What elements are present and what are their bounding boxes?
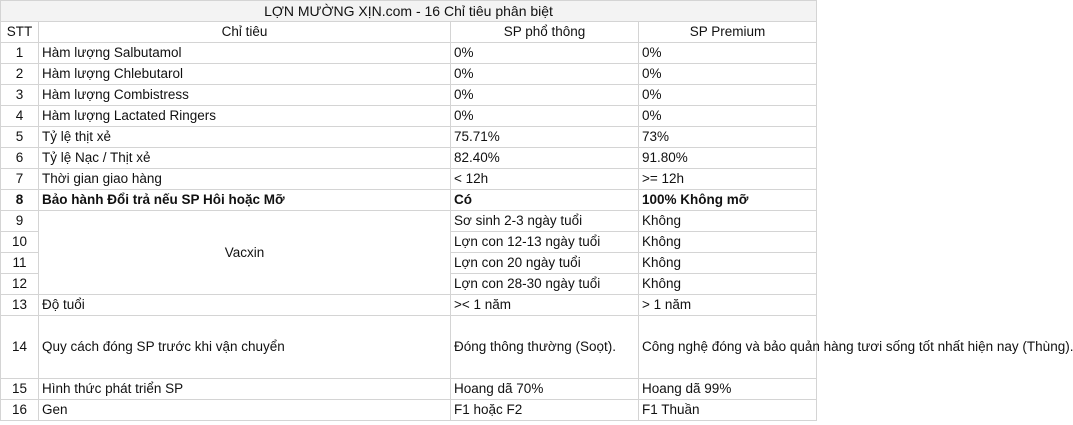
- table-row: [1, 169, 817, 190]
- header-stt[interactable]: STT: [1, 22, 39, 43]
- criterion-cell[interactable]: Tỷ lệ Nạc / Thịt xẻ: [39, 148, 451, 169]
- table-row: [1, 127, 817, 148]
- premium-cell[interactable]: Hoang dã 99%: [639, 379, 817, 400]
- criterion-cell[interactable]: Gen: [39, 400, 451, 421]
- standard-cell[interactable]: 0%: [451, 64, 639, 85]
- row-number[interactable]: 5: [1, 127, 39, 148]
- criterion-cell[interactable]: Hình thức phát triển SP: [39, 379, 451, 400]
- table-row: [1, 106, 817, 127]
- premium-cell[interactable]: Không: [639, 274, 817, 295]
- table-row: [1, 148, 817, 169]
- criterion-cell[interactable]: Hàm lượng Combistress: [39, 85, 451, 106]
- standard-cell[interactable]: Lợn con 28-30 ngày tuổi: [451, 274, 639, 295]
- row-number[interactable]: 7: [1, 169, 39, 190]
- criterion-cell[interactable]: Thời gian giao hàng: [39, 169, 451, 190]
- title-row: [1, 1, 817, 22]
- row-number[interactable]: 15: [1, 379, 39, 400]
- standard-cell[interactable]: Hoang dã 70%: [451, 379, 639, 400]
- table-row: [1, 211, 817, 232]
- row-number[interactable]: 4: [1, 106, 39, 127]
- table-row: [1, 64, 817, 85]
- premium-cell[interactable]: Không: [639, 232, 817, 253]
- header-criterion[interactable]: Chỉ tiêu: [39, 22, 451, 43]
- table-row: [1, 85, 817, 106]
- table-row: [1, 190, 817, 211]
- table-row: [1, 295, 817, 316]
- row-number[interactable]: 13: [1, 295, 39, 316]
- standard-cell[interactable]: 0%: [451, 85, 639, 106]
- row-number[interactable]: 6: [1, 148, 39, 169]
- row-number[interactable]: 8: [1, 190, 39, 211]
- premium-cell[interactable]: 0%: [639, 106, 817, 127]
- standard-cell[interactable]: >< 1 năm: [451, 295, 639, 316]
- criterion-cell[interactable]: Hàm lượng Chlebutarol: [39, 64, 451, 85]
- standard-cell[interactable]: Lợn con 20 ngày tuổi: [451, 253, 639, 274]
- criterion-cell[interactable]: Hàm lượng Lactated Ringers: [39, 106, 451, 127]
- row-number[interactable]: 10: [1, 232, 39, 253]
- sheet-title[interactable]: LỢN MƯỜNG XỊN.com - 16 Chỉ tiêu phân biệt: [1, 1, 817, 22]
- header-standard[interactable]: SP phổ thông: [451, 22, 639, 43]
- standard-cell[interactable]: Lợn con 12-13 ngày tuổi: [451, 232, 639, 253]
- standard-cell[interactable]: 0%: [451, 106, 639, 127]
- standard-cell[interactable]: Sơ sinh 2-3 ngày tuổi: [451, 211, 639, 232]
- premium-cell[interactable]: 73%: [639, 127, 817, 148]
- premium-cell[interactable]: > 1 năm: [639, 295, 817, 316]
- standard-cell[interactable]: 82.40%: [451, 148, 639, 169]
- row-number[interactable]: 9: [1, 211, 39, 232]
- standard-cell[interactable]: 0%: [451, 43, 639, 64]
- table-row: [1, 400, 817, 421]
- header-row: [1, 22, 817, 43]
- criterion-cell[interactable]: Quy cách đóng SP trước khi vận chuyển: [39, 316, 451, 379]
- standard-cell[interactable]: Đóng thông thường (Soọt).: [451, 316, 639, 379]
- criterion-cell[interactable]: Độ tuổi: [39, 295, 451, 316]
- premium-cell[interactable]: Không: [639, 211, 817, 232]
- criterion-cell[interactable]: Tỷ lệ thịt xẻ: [39, 127, 451, 148]
- premium-cell[interactable]: 91.80%: [639, 148, 817, 169]
- row-number[interactable]: 1: [1, 43, 39, 64]
- premium-cell[interactable]: >= 12h: [639, 169, 817, 190]
- premium-cell[interactable]: 0%: [639, 85, 817, 106]
- row-number[interactable]: 12: [1, 274, 39, 295]
- criterion-cell[interactable]: Bảo hành Đổi trả nếu SP Hôi hoặc Mỡ: [39, 190, 451, 211]
- header-premium[interactable]: SP Premium: [639, 22, 817, 43]
- standard-cell[interactable]: 75.71%: [451, 127, 639, 148]
- standard-cell[interactable]: < 12h: [451, 169, 639, 190]
- table-row: [1, 379, 817, 400]
- vaccine-criterion-cell[interactable]: Vacxin: [39, 211, 451, 295]
- criterion-cell[interactable]: Hàm lượng Salbutamol: [39, 43, 451, 64]
- row-number[interactable]: 14: [1, 316, 39, 379]
- premium-cell[interactable]: F1 Thuần: [639, 400, 817, 421]
- table-row: [1, 43, 817, 64]
- table-row: [1, 316, 817, 379]
- row-number[interactable]: 3: [1, 85, 39, 106]
- row-number[interactable]: 2: [1, 64, 39, 85]
- premium-cell[interactable]: Không: [639, 253, 817, 274]
- premium-cell[interactable]: Công nghệ đóng và bảo quản hàng tươi sống tốt nhất hiện nay (Thùng).: [639, 316, 817, 379]
- premium-cell[interactable]: 100% Không mỡ: [639, 190, 817, 211]
- row-number[interactable]: 16: [1, 400, 39, 421]
- premium-cell[interactable]: 0%: [639, 43, 817, 64]
- standard-cell[interactable]: F1 hoặc F2: [451, 400, 639, 421]
- premium-cell[interactable]: 0%: [639, 64, 817, 85]
- standard-cell[interactable]: Có: [451, 190, 639, 211]
- row-number[interactable]: 11: [1, 253, 39, 274]
